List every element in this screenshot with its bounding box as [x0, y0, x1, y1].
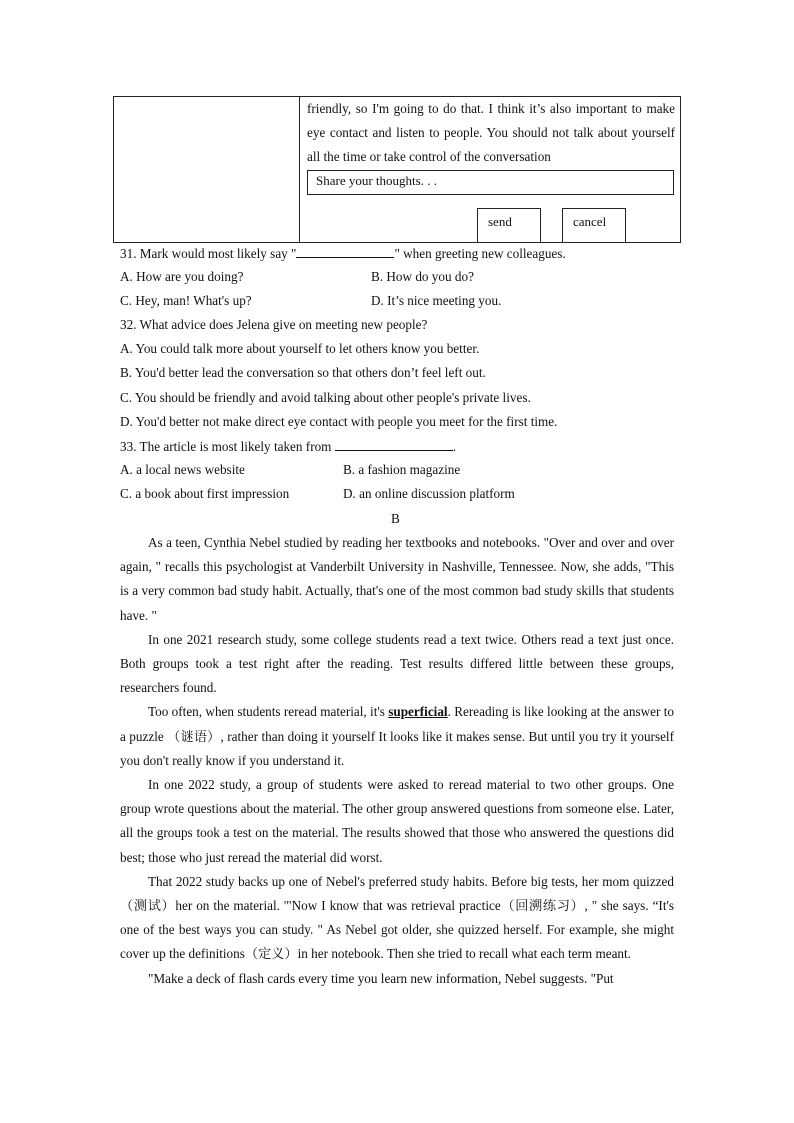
section-label: B	[391, 511, 400, 526]
question-32-option-d: D. You'd better not make direct eye contact with people you meet for the first time.	[120, 414, 558, 429]
question-33-stem	[120, 438, 456, 455]
question-32-option-a: A. You could talk more about yourself to let others know you better.	[120, 341, 480, 356]
passage-paragraph-3	[120, 700, 674, 773]
forum-post-text	[307, 97, 675, 170]
question-33-option-c: C. a book about first impression	[120, 486, 290, 501]
passage-paragraph-2: In one 2021 research study, some college students read a text twice. Others read a text just once. Both groups took a test right after the reading. Test results differed little between these groups, researchers found.	[120, 631, 674, 696]
forum-author-cell	[114, 97, 300, 242]
passage-paragraph-5: That 2022 study backs up one of Nebel's preferred study habits. Before big tests, her mom quizzed（测试）her on the material. '"Now I know that was retrieval practice（回溯练习）, " she says. “It's one of the best ways you can study. " As Nebel got older, she quizzed herself. For example, she might cover up the definitions（定义）in her notebook. Then she tried to recall what each term meant.	[120, 873, 674, 962]
passage-paragraph-6: "Make a deck of flash cards every time you learn new information, Nebel suggests. "Put	[148, 970, 614, 986]
answer-blank	[296, 245, 394, 258]
forum-post-paragraph: friendly, so I'm going to do that. I think it’s also important to make eye contact and listen to people. You should not talk about yourself all the time or take control of the conversation	[307, 101, 675, 165]
question-31-option-a: A. How are you doing?	[120, 269, 244, 284]
forum-post-table	[113, 96, 681, 243]
passage-paragraph-3-start: Too often, when students reread material, it's	[148, 704, 389, 720]
forum-post-cell	[307, 97, 675, 170]
question-31-stem-end: " when greeting new colleagues.	[394, 246, 566, 261]
passage-paragraph-4: In one 2022 study, a group of students were asked to reread material to two other groups. One group wrote questions about the material. The other group answered questions from someone else. Later, all the groups took a test on the material. The results showed that those who answered the questions did best; those who just reread the material did worst.	[120, 777, 674, 865]
question-32-stem: 32. What advice does Jelena give on meeting new people?	[120, 317, 428, 332]
question-31-option-d: D. It’s nice meeting you.	[371, 293, 502, 308]
question-31-stem	[120, 245, 566, 262]
question-33-stem-start: 33. The article is most likely taken from	[120, 439, 335, 454]
passage-paragraph-1: As a teen, Cynthia Nebel studied by reading her textbooks and notebooks. "Over and over and over again, " recalls this psychologist at Vanderbilt University in Nashville, Tennessee. Now, she adds, "This is a very common bad study habit. Actually, that's one of the most common bad study skills that students have. "	[120, 535, 674, 623]
question-33-stem-end: .	[452, 439, 457, 454]
comment-input[interactable]: Share your thoughts. . .	[307, 170, 674, 195]
question-33-option-b: B. a fashion magazine	[343, 462, 461, 477]
cancel-button[interactable]: cancel	[562, 208, 626, 243]
question-31-option-c: C. Hey, man! What's up?	[120, 293, 252, 308]
question-33-option-a: A. a local news website	[120, 462, 245, 477]
question-31-option-b: B. How do you do?	[371, 269, 474, 284]
answer-blank	[335, 438, 453, 451]
reading-passage	[120, 531, 674, 991]
send-button[interactable]: send	[477, 208, 541, 243]
passage-paragraph-3-end: . Rereading is like looking at the answer to a puzzle （谜语）, rather than doing it yourself It looks like it makes sense. But until you try it yourself you don't really know if you understand it.	[120, 704, 675, 768]
question-32-option-c: C. You should be friendly and avoid talking about other people's private lives.	[120, 390, 531, 405]
question-31-stem-start: 31. Mark would most likely say "	[120, 246, 297, 261]
question-33-option-d: D. an online discussion platform	[343, 486, 515, 501]
question-32-option-b: B. You'd better lead the conversation so that others don’t feel left out.	[120, 365, 486, 380]
keyword-superficial: superficial	[388, 704, 448, 720]
